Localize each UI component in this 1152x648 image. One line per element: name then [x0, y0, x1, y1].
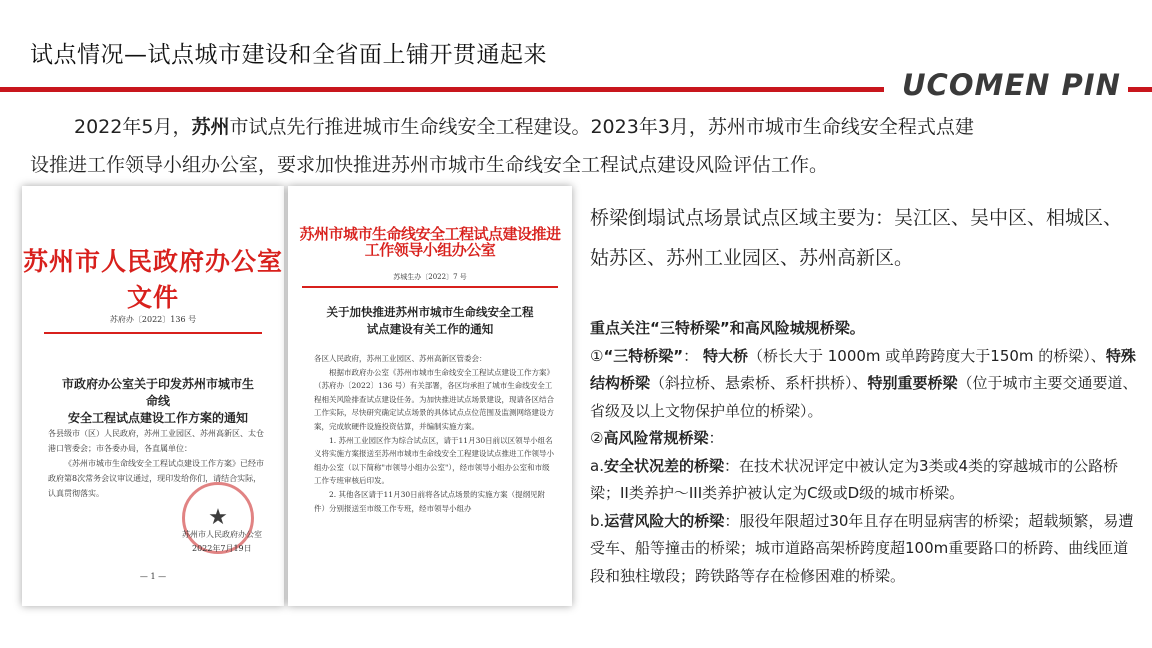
subitem-label: 安全状况差的桥梁 [603, 456, 724, 475]
item-keyword: 特殊结构桥梁 [590, 346, 1136, 392]
doc-subject-line: 市政府办公室关于印发苏州市城市生命线 [62, 377, 255, 408]
doc-page-number: — 1 — [139, 572, 167, 581]
item-text: （位于城市主要交通要道、省级及以上文物保护单位的桥梁）。 [590, 374, 1138, 420]
item-three-special-bridges [590, 343, 1140, 426]
doc-subject-line: 试点建设有关工作的通知 [366, 322, 494, 336]
doc-signer: 苏州市人民政府办公室 [182, 530, 262, 539]
doc-subject [312, 304, 548, 338]
doc-body [314, 352, 556, 515]
company-logo: UCOMEN PIN [902, 68, 1121, 102]
subitem-high-operating-risk [590, 508, 1140, 591]
doc-body-paragraph: 各区人民政府，苏州工业园区、苏州高新区管委会： [314, 354, 487, 363]
doc-header: 苏州市人民政府办公室文件 [22, 247, 283, 312]
item-label: 高风险常规桥梁 [603, 429, 709, 447]
doc-number: 苏城生办〔2022〕7 号 [393, 273, 467, 281]
doc-date: 2022年7月19日 [192, 544, 252, 553]
title-divider-right [1128, 87, 1152, 92]
bridge-focus-details [590, 315, 1140, 590]
title-divider-left [0, 87, 884, 92]
doc-body-paragraph: 各县级市（区）人民政府，苏州工业园区、苏州高新区、太仓港口管委会；市各委办局，各直属单位： [48, 429, 264, 453]
intro-paragraph [30, 108, 1120, 184]
item-text: （斜拉桥、悬索桥、系杆拱桥）、 [650, 374, 868, 392]
doc-red-line [44, 332, 262, 334]
item-colon: ： [708, 429, 724, 447]
focus-heading: 重点关注“三特桥梁”和高风险城规桥梁。 [590, 319, 865, 337]
subitem-marker: b. [590, 511, 605, 530]
subitem-marker: a. [590, 456, 604, 475]
doc-header: 苏州市城市生命线安全工程试点建设推进工作领导小组办公室 [299, 225, 561, 259]
doc-subject [62, 376, 254, 427]
official-seal-icon: ★ [182, 482, 254, 554]
subitem-poor-condition [590, 453, 1140, 508]
subitem-text: ：服役年限超过30年且存在明显病害的桥梁；超载频繁，易遭受车、船等撞击的桥梁；城市道路高架桥跨度超100m重要路口的桥跨、曲线匝道段和独柱墩段；跨铁路等存在检修困难的桥梁。 [590, 511, 1134, 585]
document-image-task-notice [288, 186, 572, 606]
item-text: （桥长大于 1000m 或单跨跨度大于150m 的桥梁）、 [747, 346, 1106, 365]
intro-city: 苏州 [191, 116, 230, 138]
subitem-text: ：在技术状况评定中被认定为3类或4类的穿越城市的公路桥梁；II类养护～III类养护被认定为C级或D级的城市桥梁。 [590, 456, 1119, 502]
subitem-label: 运营风险大的桥梁 [604, 511, 725, 530]
item-colon: ： [683, 346, 703, 365]
item-label: “三特桥梁” [603, 346, 684, 365]
pilot-area-summary: 桥梁倒塌试点场景试点区域主要为：吴江区、吴中区、相城区、姑苏区、苏州工业园区、苏州高新区。 [590, 207, 1123, 269]
doc-body-paragraph: 根据市政府办公室《苏州市城市生命线安全工程试点建设工作方案》（苏府办〔2022〕136 号）有关部署，各区均承担了城市生命线安全工程相关风险排查试点建设任务。为加快推进试点场景建设，现请各区结合工作实际，尽快研究确定试点场景的具体试点点位范围及监测网络建设方案，完成软硬件设施投资估算，并编制实施方案。 [314, 367, 554, 431]
item-marker: ① [590, 346, 604, 365]
item-keyword: 特大桥 [702, 346, 748, 365]
doc-subject-line: 关于加快推进苏州市城市生命线安全工程 [326, 305, 534, 319]
document-image-government-notice [22, 186, 284, 606]
item-marker: ② [590, 429, 604, 447]
doc-body-paragraph: 2. 其他各区请于11月30日前将各试点场景的实施方案（提纲见附件）分别报送至市级工作专班，经市领导小组办 [314, 489, 546, 513]
intro-text: 市试点先行推进城市生命线安全工程建设。2023年3月，苏州市城市生命线安全程式点建 [229, 116, 974, 138]
intro-text: 2022年5月， [74, 116, 192, 138]
doc-number: 苏府办〔2022〕136 号 [109, 315, 197, 324]
doc-red-line [302, 286, 558, 288]
intro-text: 设推进工作领导小组办公室，要求加快推进苏州市城市生命线安全工程试点建设风险评估工作。 [30, 154, 829, 176]
slide-title: 试点情况—试点城市建设和全省面上铺开贯通起来 [30, 42, 547, 68]
doc-body-paragraph: 1. 苏州工业园区作为综合试点区，请于11月30日前以区领导小组名义将实施方案报送至苏州市城市生命线安全工程建设试点推进工作领导小组办公室（以下简称"市领导小组办公室"），经市领导小组办公室和市级工作专班审核后印发。 [314, 435, 554, 486]
item-high-risk-bridges [590, 425, 1140, 453]
item-keyword: 特别重要桥梁 [867, 374, 958, 392]
doc-subject-line: 安全工程试点建设工作方案的通知 [67, 411, 248, 425]
doc-body-paragraph: 《苏州市城市生命线安全工程试点建设工作方案》已经市政府第8次常务会议审议通过，现印发给你们，请结合实际，认真贯彻落实。 [48, 459, 264, 498]
